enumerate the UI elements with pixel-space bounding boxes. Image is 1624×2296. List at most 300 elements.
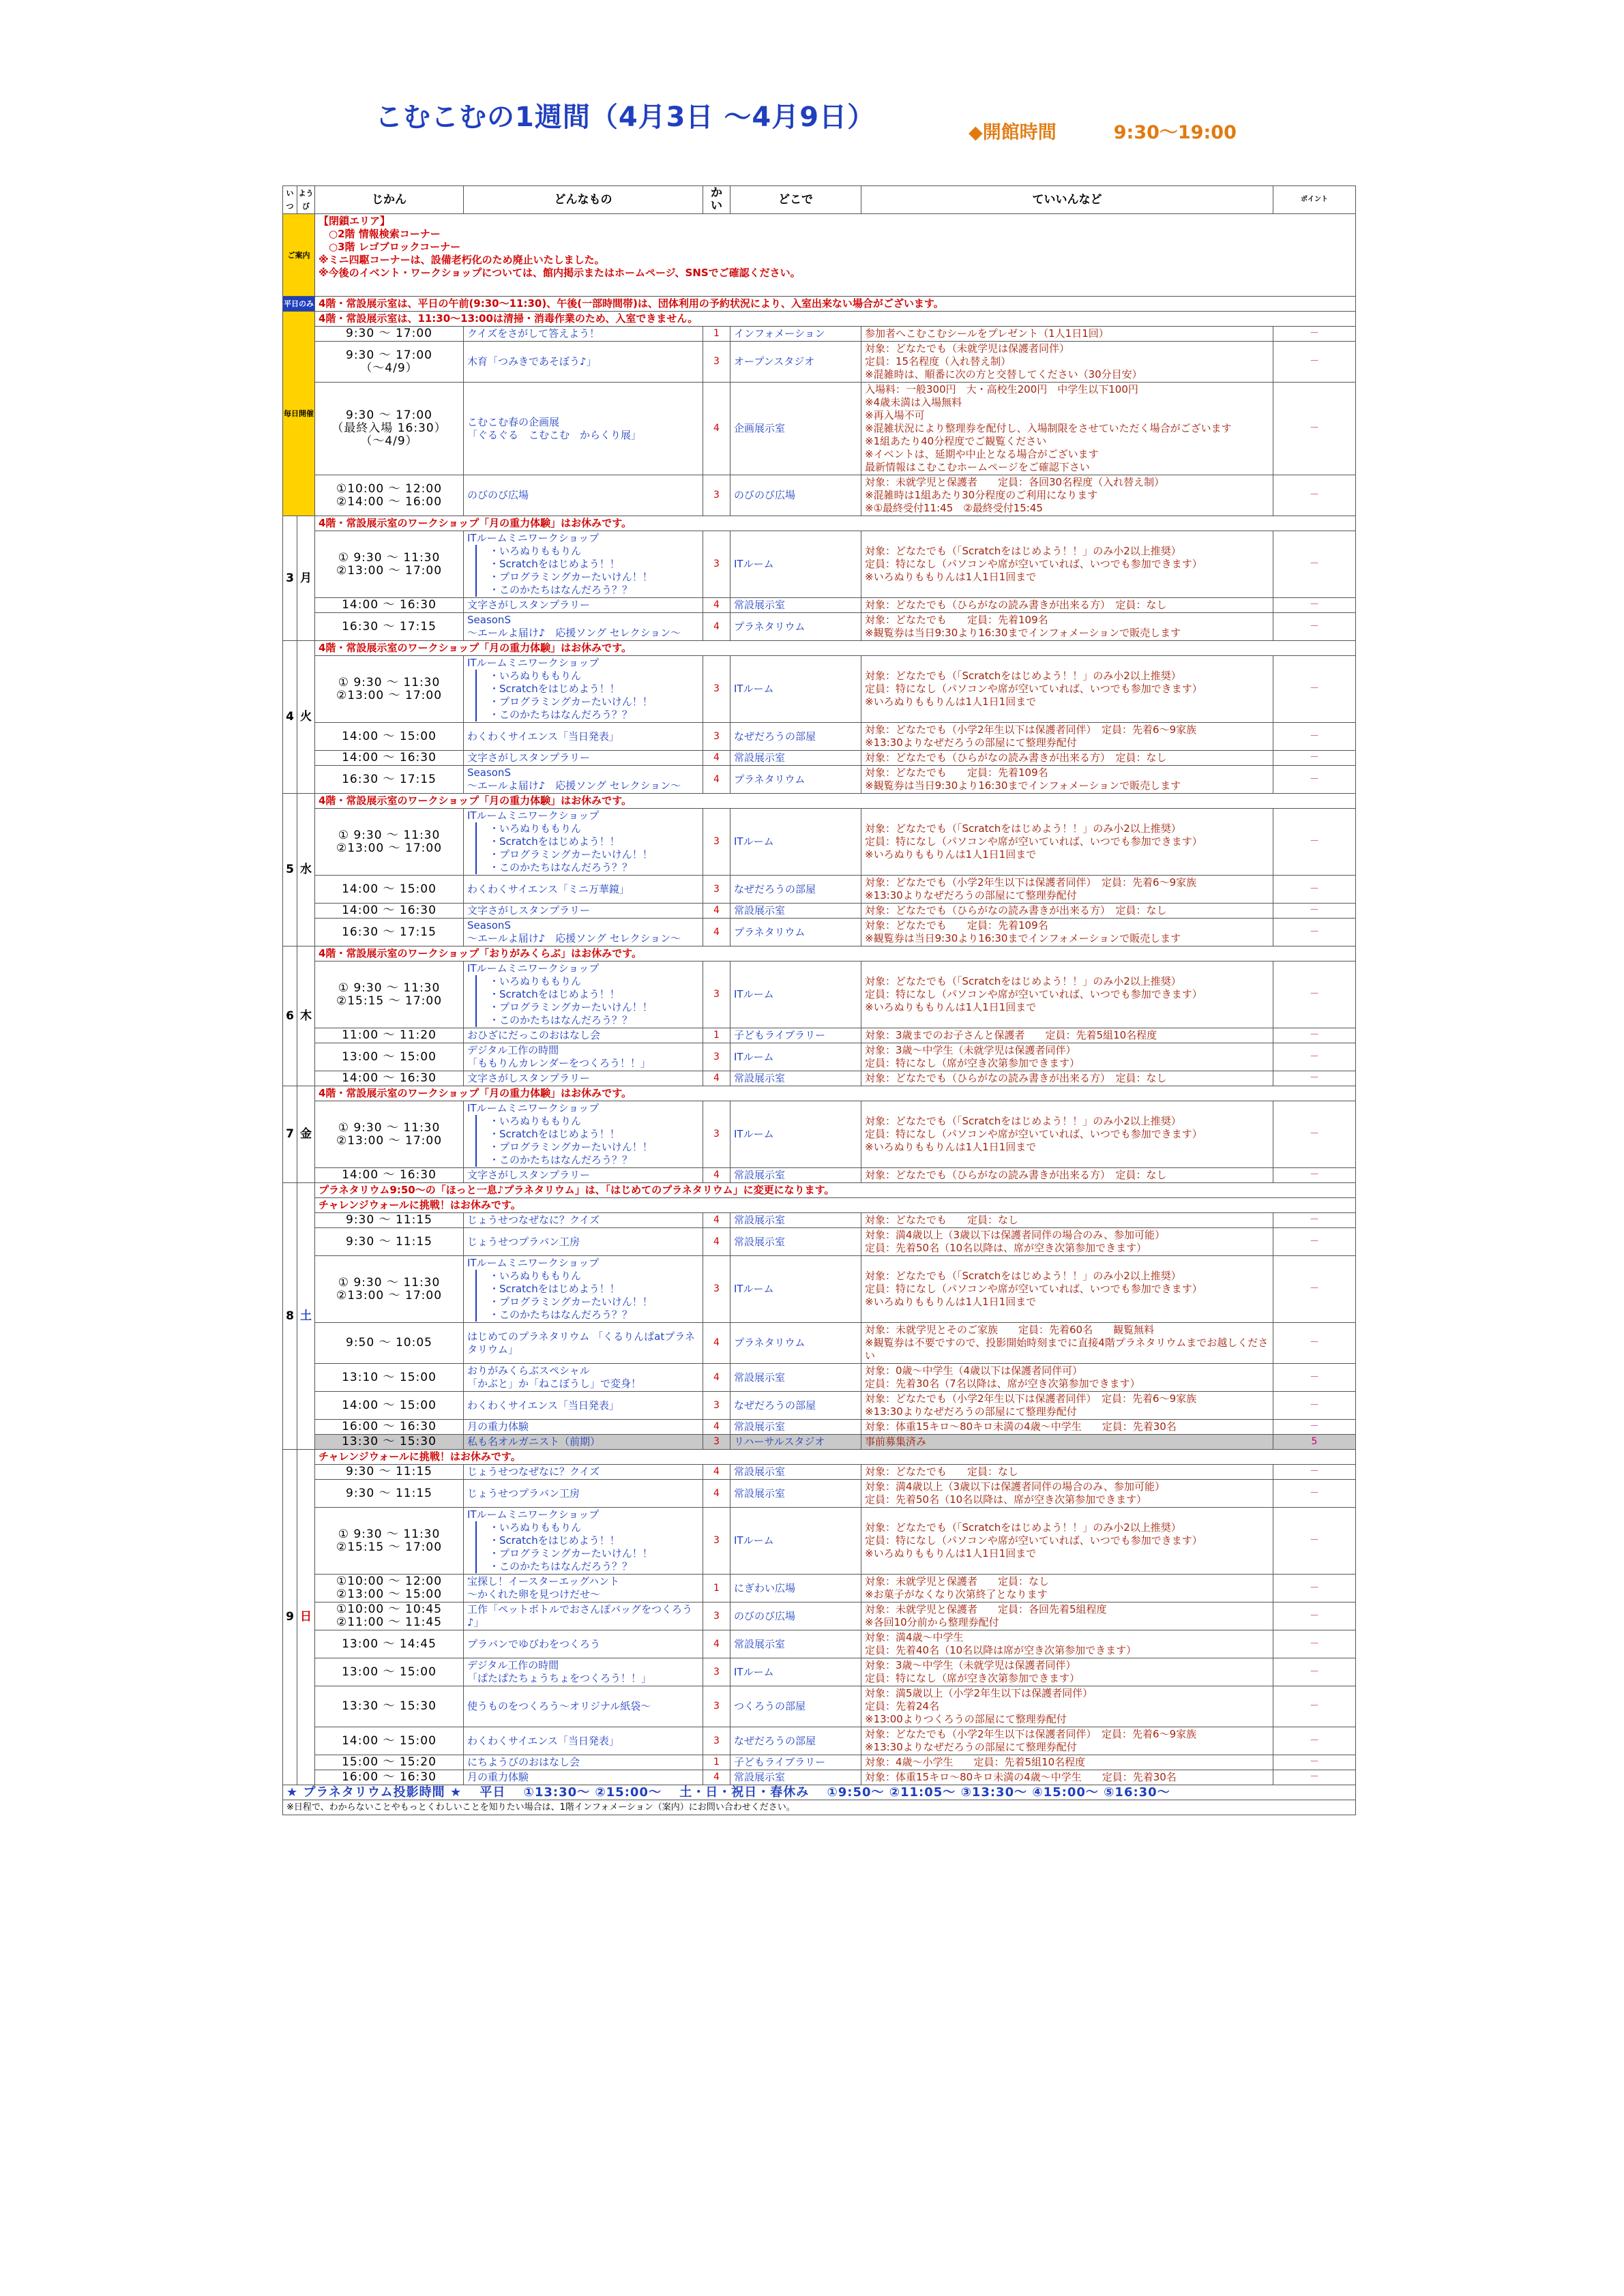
event-point: － [1273, 1420, 1356, 1435]
event-floor: 3 [703, 1392, 730, 1420]
event-point: － [1273, 1755, 1356, 1770]
event-name: SeasonS ～エールよ届け♪ 応援ソング セレクション～ [464, 766, 703, 794]
day-number: 4 [283, 641, 297, 794]
col-header-detail: ていいんなど [861, 186, 1273, 214]
daily-note: 4階・常設展示室は、11:30～13:00は清掃・消毒作業のため、入室できません。 [315, 312, 1356, 327]
event-time: 13:00 ～ 14:45 [315, 1630, 464, 1658]
event-detail: 対象：0歳～中学生（4歳以下は保護者同伴可） 定員：先着30名（7名以降は、席が空き次第参加できます） [861, 1364, 1273, 1392]
day-notice: プラネタリウム9:50～の「ほっと一息♪プラネタリウム」は、「はじめてのプラネタリウム」に変更になります。 [315, 1183, 1356, 1198]
weekday-label: 日 [297, 1450, 315, 1785]
workshop-list [475, 975, 699, 1027]
workshop-item: ・いろぬりももりん [489, 1521, 582, 1534]
table-row [283, 613, 1356, 641]
event-detail: 対象：満4歳以上（3歳以下は保護者同伴の場合のみ、参加可能） 定員：先着50名（10名以降は、席が空き次第参加できます） [861, 1228, 1273, 1256]
table-row [283, 327, 1356, 342]
event-time: 14:00 ～ 15:00 [315, 723, 464, 751]
workshop-list [475, 822, 699, 874]
event-place: 常設展示室 [730, 1071, 861, 1086]
event-place: 常設展示室 [730, 1228, 861, 1256]
event-time: 16:30 ～ 17:15 [315, 766, 464, 794]
workshop-list [475, 1115, 699, 1167]
event-detail: 対象：未就学児とそのご家族 定員：先着60名 観覧無料 ※観覧券は不要ですので、投影開始時刻までに直接4階プラネタリウムまでお越しください [861, 1323, 1273, 1364]
col-header-time: じかん [315, 186, 464, 214]
weekday-label: 水 [297, 794, 315, 946]
opening-hours-label: ◆開館時間 [969, 122, 1057, 143]
event-point: － [1273, 1256, 1356, 1323]
event-place: ITルーム [730, 1508, 861, 1575]
day-notice-row [283, 1198, 1356, 1213]
weekday-label: 木 [297, 946, 315, 1086]
event-floor: 4 [703, 1071, 730, 1086]
event-floor: 3 [703, 1602, 730, 1630]
event-time: ① 9:30 ～ 11:30 ②15:15 ～ 17:00 [315, 1508, 464, 1575]
table-row [283, 1323, 1356, 1364]
event-floor: 3 [703, 1435, 730, 1450]
footer-contact-row [283, 1800, 1356, 1815]
event-point: － [1273, 1364, 1356, 1392]
footer-planetarium: ★ プラネタリウム投影時間 ★ 平日 ①13:30～ ②15:00～ 土・日・祝日・春休み ①9:50～ ②11:05～ ③13:30～ ④15:00～ ⑤16:30～ [283, 1785, 1356, 1800]
event-point: － [1273, 342, 1356, 383]
day-notice-row [283, 516, 1356, 531]
col-header-day: いつ [283, 186, 297, 214]
event-name: 宝探し！イースターエッグハント ～かくれた卵を見つけだせ～ [464, 1575, 703, 1602]
opening-hours [969, 117, 1237, 144]
table-row [283, 1420, 1356, 1435]
event-time: 9:50 ～ 10:05 [315, 1323, 464, 1364]
event-floor: 4 [703, 1480, 730, 1508]
event-point: － [1273, 1686, 1356, 1727]
event-name: 文字さがしスタンプラリー [464, 598, 703, 613]
workshop-item: ・このかたちはなんだろう？？ [489, 584, 633, 596]
day-number: 8 [283, 1183, 297, 1450]
workshop-item: ・このかたちはなんだろう？？ [489, 1560, 633, 1572]
table-row [283, 656, 1356, 723]
table-row [283, 1480, 1356, 1508]
event-floor: 3 [703, 1727, 730, 1755]
event-detail: 対象：どなたでも（「Scratchをはじめよう！！」のみ小2以上推奨） 定員：特になし（パソコンや席が空いていれば、いつでも参加できます） ※いろぬりももりんは1人1日1回まで [861, 531, 1273, 598]
page-title: こむこむの1週間（4月3日 ～4月9日） [375, 102, 876, 133]
event-detail: 対象：どなたでも（小学2年生以下は保護者同伴） 定員：先着6～9家族 ※13:30よりなぜだろうの部屋にて整理券配付 [861, 1392, 1273, 1420]
event-name: デジタル工作の時間 「ぱたぱたちょうちょをつくろう！！」 [464, 1658, 703, 1686]
event-point: － [1273, 1575, 1356, 1602]
event-detail: 対象：どなたでも（小学2年生以下は保護者同伴） 定員：先着6～9家族 ※13:30よりなぜだろうの部屋にて整理券配付 [861, 723, 1273, 751]
footer-planetarium-row [283, 1785, 1356, 1800]
table-row [283, 904, 1356, 919]
event-name [464, 1101, 703, 1168]
day-notice-row [283, 946, 1356, 961]
event-name: じょうせつなぜなに？クイズ [464, 1465, 703, 1480]
event-detail: 事前募集済み [861, 1435, 1273, 1450]
event-time: 14:00 ～ 15:00 [315, 1392, 464, 1420]
event-name: 文字さがしスタンプラリー [464, 1168, 703, 1183]
event-detail: 対象：どなたでも（ひらがなの読み書きが出来る方） 定員：なし [861, 1168, 1273, 1183]
event-name: 月の重力体験 [464, 1770, 703, 1785]
table-row [283, 1228, 1356, 1256]
guide-row [283, 214, 1356, 297]
event-floor: 4 [703, 1228, 730, 1256]
event-point: － [1273, 904, 1356, 919]
event-floor: 3 [703, 1686, 730, 1727]
workshop-title: ITルームミニワークショップ [467, 1508, 600, 1521]
event-place: 常設展示室 [730, 1213, 861, 1228]
event-name: はじめてのプラネタリウム 「くるりんぱatプラネタリウム」 [464, 1323, 703, 1364]
event-floor: 4 [703, 1364, 730, 1392]
event-name: 文字さがしスタンプラリー [464, 1071, 703, 1086]
workshop-item: ・このかたちはなんだろう？？ [489, 1309, 633, 1321]
event-name: おりがみくらぶスペシャル 「かぶと」か「ねこぼうし」で変身！ [464, 1364, 703, 1392]
event-name: こむこむ春の企画展 「ぐるぐる こむこむ からくり展」 [464, 383, 703, 475]
workshop-item: ・Scratchをはじめよう！！ [489, 683, 620, 695]
event-floor: 3 [703, 1508, 730, 1575]
event-detail: 対象：どなたでも（ひらがなの読み書きが出来る方） 定員：なし [861, 598, 1273, 613]
event-name: わくわくサイエンス「ミニ万華鏡」 [464, 876, 703, 904]
event-place: 常設展示室 [730, 1630, 861, 1658]
day-notice: 4階・常設展示室のワークショップ「月の重力体験」はお休みです。 [315, 794, 1356, 809]
workshop-item: ・このかたちはなんだろう？？ [489, 1014, 633, 1026]
event-name: わくわくサイエンス「当日発表」 [464, 723, 703, 751]
event-place: ITルーム [730, 961, 861, 1028]
workshop-item: ・プログラミングカーたいけん！！ [489, 696, 653, 708]
event-place: なぜだろうの部屋 [730, 876, 861, 904]
event-name: 文字さがしスタンプラリー [464, 751, 703, 766]
table-row [283, 876, 1356, 904]
day-notice-row [283, 1183, 1356, 1198]
workshop-list [475, 545, 699, 597]
event-name [464, 531, 703, 598]
event-point: － [1273, 723, 1356, 751]
table-header-row [283, 186, 1356, 214]
event-point: － [1273, 327, 1356, 342]
event-time: 16:30 ～ 17:15 [315, 919, 464, 946]
event-detail: 対象：未就学児と保護者 定員：各回先着5組程度 ※各回10分前から整理券配付 [861, 1602, 1273, 1630]
workshop-title: ITルームミニワークショップ [467, 657, 600, 669]
event-time: ① 9:30 ～ 11:30 ②13:00 ～ 17:00 [315, 1256, 464, 1323]
workshop-item: ・いろぬりももりん [489, 670, 582, 682]
event-detail: 参加者へこむこむシールをプレゼント（1人1日1回） [861, 327, 1273, 342]
event-place: ITルーム [730, 1101, 861, 1168]
event-place: 常設展示室 [730, 1465, 861, 1480]
event-floor: 3 [703, 723, 730, 751]
event-floor: 4 [703, 1168, 730, 1183]
day-notice: チャレンジウォールに挑戦！はお休みです。 [315, 1198, 1356, 1213]
event-place: プラネタリウム [730, 919, 861, 946]
event-floor: 3 [703, 1256, 730, 1323]
event-detail: 対象：どなたでも（未就学児は保護者同伴） 定員：15名程度（入れ替え制） ※混雑時は、順番に次の方と交替してください（30分目安） [861, 342, 1273, 383]
table-row [283, 1727, 1356, 1755]
event-time: 16:00 ～ 16:30 [315, 1420, 464, 1435]
table-row [283, 1392, 1356, 1420]
table-row [283, 1435, 1356, 1450]
schedule-body [283, 214, 1356, 1785]
day-number: 5 [283, 794, 297, 946]
table-row [283, 1630, 1356, 1658]
footer-contact: ※日程で、わからないことやもっとくわしいことを知りたい場合は、1階インフォメーション（案内）にお問い合わせください。 [283, 1800, 1356, 1815]
table-row [283, 475, 1356, 516]
event-point: － [1273, 1323, 1356, 1364]
event-place: ITルーム [730, 531, 861, 598]
table-row [283, 1101, 1356, 1168]
event-time: ① 9:30 ～ 11:30 ②13:00 ～ 17:00 [315, 531, 464, 598]
event-floor: 4 [703, 598, 730, 613]
event-point: － [1273, 1480, 1356, 1508]
event-name [464, 1508, 703, 1575]
event-time: 16:00 ～ 16:30 [315, 1770, 464, 1785]
event-point: － [1273, 1630, 1356, 1658]
event-detail: 対象：3歳～中学生（未就学児は保護者同伴） 定員：特になし（席が空き次第参加できます） [861, 1043, 1273, 1071]
event-name [464, 809, 703, 876]
event-floor: 1 [703, 1755, 730, 1770]
table-row [283, 1071, 1356, 1086]
event-time: 13:00 ～ 15:00 [315, 1658, 464, 1686]
event-place: プラネタリウム [730, 613, 861, 641]
event-time: 14:00 ～ 15:00 [315, 1727, 464, 1755]
event-point: － [1273, 961, 1356, 1028]
day-notice-row [283, 794, 1356, 809]
event-floor: 3 [703, 961, 730, 1028]
workshop-item: ・いろぬりももりん [489, 1115, 582, 1127]
event-floor: 4 [703, 1323, 730, 1364]
event-detail: 対象：どなたでも（ひらがなの読み書きが出来る方） 定員：なし [861, 751, 1273, 766]
event-detail: 対象：どなたでも（「Scratchをはじめよう！！」のみ小2以上推奨） 定員：特になし（パソコンや席が空いていれば、いつでも参加できます） ※いろぬりももりんは1人1日1回まで [861, 1256, 1273, 1323]
event-time: 9:30 ～ 11:15 [315, 1465, 464, 1480]
event-detail: 対象：どなたでも 定員：先着109名 ※観覧券は当日9:30より16:30までインフォメーションで販売します [861, 613, 1273, 641]
event-floor: 3 [703, 531, 730, 598]
event-place: 子どもライブラリー [730, 1755, 861, 1770]
event-name: 木育「つみきであそぼう♪」 [464, 342, 703, 383]
event-time: ① 9:30 ～ 11:30 ②13:00 ～ 17:00 [315, 809, 464, 876]
table-row [283, 1508, 1356, 1575]
workshop-item: ・いろぬりももりん [489, 975, 582, 987]
event-name: 工作「ペットボトルでおさんぽバッグをつくろう♪」 [464, 1602, 703, 1630]
event-floor: 3 [703, 1043, 730, 1071]
event-place: ITルーム [730, 809, 861, 876]
event-floor: 4 [703, 751, 730, 766]
workshop-item: ・プログラミングカーたいけん！！ [489, 1547, 653, 1560]
guide-text: 【閉鎖エリア】 ○2階 情報検索コーナー ○3階 レゴブロックコーナー ※ミニ四駆コーナーは、設備老朽化のため廃止いたしました。 ※今後のイベント・ワークショップについては、館内掲示またはホームページ、SNSでご確認ください。 [315, 214, 1356, 297]
event-name: SeasonS ～エールよ届け♪ 応援ソング セレクション～ [464, 613, 703, 641]
event-time: 9:30 ～ 17:00 [315, 327, 464, 342]
event-floor: 4 [703, 1420, 730, 1435]
event-name: わくわくサイエンス「当日発表」 [464, 1392, 703, 1420]
table-row [283, 766, 1356, 794]
event-name: 月の重力体験 [464, 1420, 703, 1435]
weekday-only-label: 平日のみ [283, 297, 315, 312]
col-header-place: どこで [730, 186, 861, 214]
event-floor: 4 [703, 904, 730, 919]
event-detail: 対象：どなたでも（「Scratchをはじめよう！！」のみ小2以上推奨） 定員：特になし（パソコンや席が空いていれば、いつでも参加できます） ※いろぬりももりんは1人1日1回まで [861, 1101, 1273, 1168]
event-floor: 1 [703, 1575, 730, 1602]
event-detail: 対象：満4歳以上（3歳以下は保護者同伴の場合のみ、参加可能） 定員：先着50名（10名以降は、席が空き次第参加できます） [861, 1480, 1273, 1508]
event-floor: 4 [703, 919, 730, 946]
day-number: 9 [283, 1450, 297, 1785]
event-time: 9:30 ～ 11:15 [315, 1480, 464, 1508]
event-floor: 1 [703, 1028, 730, 1043]
event-floor: 3 [703, 809, 730, 876]
weekday-only-row [283, 297, 1356, 312]
event-point: － [1273, 1508, 1356, 1575]
event-time: 14:00 ～ 16:30 [315, 751, 464, 766]
event-detail: 対象：未就学児と保護者 定員：各回30名程度（入れ替え制） ※混雑時は1組あたり30分程度のご利用になります ※①最終受付11:45 ②最終受付15:45 [861, 475, 1273, 516]
event-point: － [1273, 919, 1356, 946]
table-row [283, 961, 1356, 1028]
event-name: 私も名オルガニスト（前期） [464, 1435, 703, 1450]
workshop-item: ・Scratchをはじめよう！！ [489, 1283, 620, 1295]
event-floor: 3 [703, 876, 730, 904]
event-time: 15:00 ～ 15:20 [315, 1755, 464, 1770]
workshop-list [475, 1270, 699, 1322]
workshop-title: ITルームミニワークショップ [467, 962, 600, 974]
event-place: のびのび広場 [730, 475, 861, 516]
weekday-label: 火 [297, 641, 315, 794]
event-detail: 対象：どなたでも（「Scratchをはじめよう！！」のみ小2以上推奨） 定員：特になし（パソコンや席が空いていれば、いつでも参加できます） ※いろぬりももりんは1人1日1回まで [861, 961, 1273, 1028]
workshop-title: ITルームミニワークショップ [467, 1102, 600, 1114]
workshop-item: ・プログラミングカーたいけん！！ [489, 848, 653, 861]
event-place: 常設展示室 [730, 1770, 861, 1785]
workshop-item: ・プログラミングカーたいけん！！ [489, 571, 653, 583]
workshop-item: ・プログラミングカーたいけん！！ [489, 1001, 653, 1013]
event-floor: 4 [703, 766, 730, 794]
table-row [283, 1770, 1356, 1785]
event-place: つくろうの部屋 [730, 1686, 861, 1727]
event-point: － [1273, 613, 1356, 641]
event-point: － [1273, 1770, 1356, 1785]
event-place: なぜだろうの部屋 [730, 723, 861, 751]
day-number: 3 [283, 516, 297, 641]
event-place: なぜだろうの部屋 [730, 1392, 861, 1420]
event-place: ITルーム [730, 656, 861, 723]
event-floor: 3 [703, 1101, 730, 1168]
table-row [283, 1043, 1356, 1071]
event-floor: 3 [703, 342, 730, 383]
event-point: － [1273, 1168, 1356, 1183]
workshop-item: ・いろぬりももりん [489, 545, 582, 557]
table-row [283, 1686, 1356, 1727]
day-notice-row [283, 1086, 1356, 1101]
event-floor: 4 [703, 1465, 730, 1480]
col-header-name: どんなもの [464, 186, 703, 214]
event-point: － [1273, 1602, 1356, 1630]
event-point: － [1273, 1727, 1356, 1755]
event-name [464, 1256, 703, 1323]
event-time: ① 9:30 ～ 11:30 ②15:15 ～ 17:00 [315, 961, 464, 1028]
event-floor: 3 [703, 475, 730, 516]
table-row [283, 383, 1356, 475]
workshop-list [475, 670, 699, 721]
table-row [283, 1602, 1356, 1630]
table-row [283, 1364, 1356, 1392]
workshop-item: ・このかたちはなんだろう？？ [489, 861, 633, 874]
event-name: クイズをさがして答えよう！ [464, 327, 703, 342]
event-place: プラネタリウム [730, 766, 861, 794]
day-number: 7 [283, 1086, 297, 1183]
table-row [283, 1755, 1356, 1770]
event-detail: 対象：満5歳以上（小学2年生以下は保護者同伴） 定員：先着24名 ※13:00よりつくろうの部屋にて整理券配付 [861, 1686, 1273, 1727]
event-detail: 対象：どなたでも（「Scratchをはじめよう！！」のみ小2以上推奨） 定員：特になし（パソコンや席が空いていれば、いつでも参加できます） ※いろぬりももりんは1人1日1回まで [861, 656, 1273, 723]
event-name: 使うものをつくろう～オリジナル紙袋～ [464, 1686, 703, 1727]
event-floor: 4 [703, 383, 730, 475]
event-time: 14:00 ～ 16:30 [315, 1168, 464, 1183]
event-point: － [1273, 876, 1356, 904]
event-name: プラバンでゆびわをつくろう [464, 1630, 703, 1658]
day-notice-row [283, 1450, 1356, 1465]
event-detail: 対象：どなたでも 定員：先着109名 ※観覧券は当日9:30より16:30までインフォメーションで販売します [861, 766, 1273, 794]
table-row [283, 1168, 1356, 1183]
table-row [283, 1575, 1356, 1602]
event-name: おひざにだっこのおはなし会 [464, 1028, 703, 1043]
workshop-title: ITルームミニワークショップ [467, 1257, 600, 1269]
event-place: ITルーム [730, 1256, 861, 1323]
event-time: 13:10 ～ 15:00 [315, 1364, 464, 1392]
day-notice: 4階・常設展示室のワークショップ「月の重力体験」はお休みです。 [315, 516, 1356, 531]
event-point: － [1273, 1101, 1356, 1168]
event-point: － [1273, 656, 1356, 723]
event-point: － [1273, 1658, 1356, 1686]
event-time: ① 9:30 ～ 11:30 ②13:00 ～ 17:00 [315, 1101, 464, 1168]
event-place: 子どもライブラリー [730, 1028, 861, 1043]
event-point: － [1273, 1043, 1356, 1071]
event-place: リハーサルスタジオ [730, 1435, 861, 1450]
event-detail: 対象：どなたでも（小学2年生以下は保護者同伴） 定員：先着6～9家族 ※13:30よりなぜだろうの部屋にて整理券配付 [861, 876, 1273, 904]
event-name [464, 656, 703, 723]
event-floor: 4 [703, 613, 730, 641]
event-point: － [1273, 531, 1356, 598]
event-place: にぎわい広場 [730, 1575, 861, 1602]
event-name: わくわくサイエンス「当日発表」 [464, 1727, 703, 1755]
event-place: 常設展示室 [730, 1480, 861, 1508]
event-point: 5 [1273, 1435, 1356, 1450]
workshop-list [475, 1521, 699, 1573]
event-detail: 対象：どなたでも（小学2年生以下は保護者同伴） 定員：先着6～9家族 ※13:30よりなぜだろうの部屋にて整理券配付 [861, 1727, 1273, 1755]
workshop-title: ITルームミニワークショップ [467, 809, 600, 822]
event-detail: 対象：体重15キロ～80キロ未満の4歳～中学生 定員：先着30名 [861, 1770, 1273, 1785]
event-place: 常設展示室 [730, 904, 861, 919]
event-place: 常設展示室 [730, 1364, 861, 1392]
event-detail: 対象：どなたでも（ひらがなの読み書きが出来る方） 定員：なし [861, 904, 1273, 919]
workshop-title: ITルームミニワークショップ [467, 532, 600, 544]
event-floor: 3 [703, 656, 730, 723]
event-name: じょうせつなぜなに？クイズ [464, 1213, 703, 1228]
event-time: 14:00 ～ 16:30 [315, 1071, 464, 1086]
event-floor: 3 [703, 1658, 730, 1686]
col-header-floor: かい [703, 186, 730, 214]
event-detail: 対象：どなたでも（「Scratchをはじめよう！！」のみ小2以上推奨） 定員：特になし（パソコンや席が空いていれば、いつでも参加できます） ※いろぬりももりんは1人1日1回まで [861, 1508, 1273, 1575]
day-notice: 4階・常設展示室のワークショップ「月の重力体験」はお休みです。 [315, 641, 1356, 656]
event-name: じょうせつプラバン工房 [464, 1228, 703, 1256]
event-place: プラネタリウム [730, 1323, 861, 1364]
table-row [283, 1028, 1356, 1043]
event-point: － [1273, 1028, 1356, 1043]
event-time: 13:30 ～ 15:30 [315, 1435, 464, 1450]
event-place: 常設展示室 [730, 751, 861, 766]
event-place: ITルーム [730, 1658, 861, 1686]
workshop-item: ・このかたちはなんだろう？？ [489, 1154, 633, 1166]
event-time: ①10:00 ～ 12:00 ②14:00 ～ 16:00 [315, 475, 464, 516]
event-time: 9:30 ～ 17:00 （最終入場 16:30） （～4/9） [315, 383, 464, 475]
weekday-only-text: 4階・常設展示室は、平日の午前(9:30～11:30)、午後(一部時間帯)は、団体利用の予約状況により、入室出来ない場合がございます。 [315, 297, 1356, 312]
table-row [283, 1658, 1356, 1686]
event-point: － [1273, 1465, 1356, 1480]
event-name: SeasonS ～エールよ届け♪ 応援ソング セレクション～ [464, 919, 703, 946]
event-point: － [1273, 1392, 1356, 1420]
workshop-item: ・Scratchをはじめよう！！ [489, 988, 620, 1000]
daily-label: 毎日開催 [283, 312, 315, 516]
event-name: デジタル工作の時間 「ももりんカレンダーをつくろう！！」 [464, 1043, 703, 1071]
col-header-weekday: ようび [297, 186, 315, 214]
event-time: 14:00 ～ 16:30 [315, 904, 464, 919]
event-time: 16:30 ～ 17:15 [315, 613, 464, 641]
event-point: － [1273, 809, 1356, 876]
workshop-item: ・いろぬりももりん [489, 822, 582, 835]
